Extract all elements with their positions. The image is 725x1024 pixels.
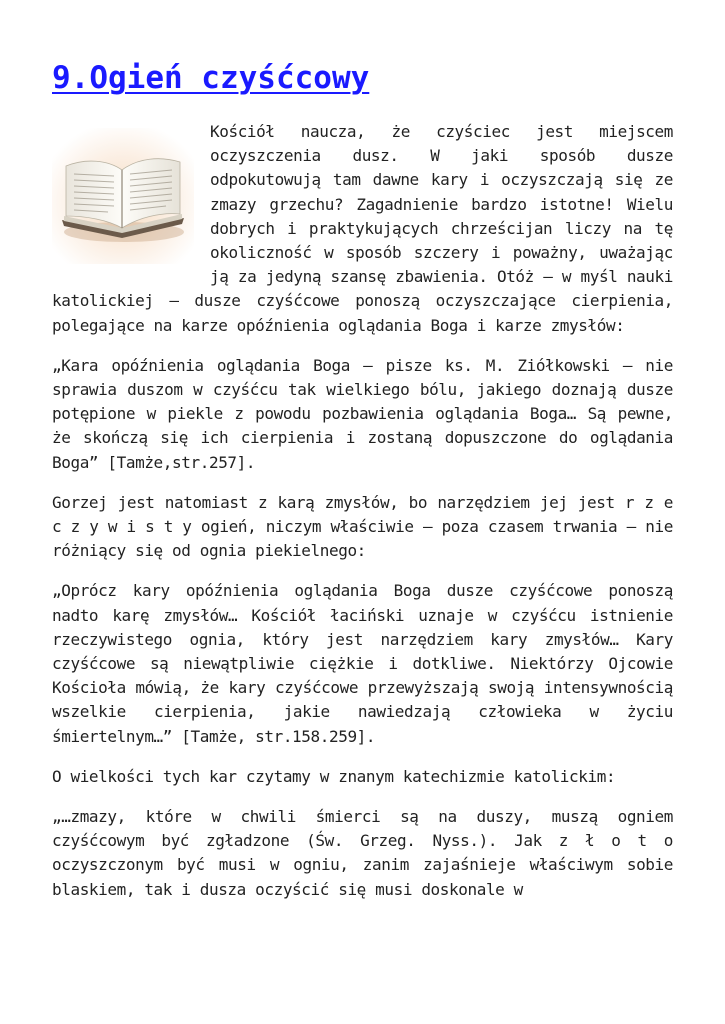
article-intro [52, 120, 673, 338]
paragraph-6: „…zmazy, które w chwili śmierci są na duszy, muszą ogniem czyśćcowym być zgładzone (Św. Grzeg. Nyss.). Jak z ł o t o oczyszczonym być musi w ogniu, zanim zajaśnieje właściwym sobie blaskiem, tak i dusza oczyścić się musi doskonale w [52, 807, 673, 899]
paragraph-1: Kościół naucza, że czyściec jest miejscem oczyszczenia dusz. W jaki sposób dusze odpokutowują tam dawne kary i oczyszczają się ze zmazy grzechu? Zagadnienie bardzo istotne! Wielu dobrych i praktykujących chrześcijan liczy na tę okoliczność w sposób szczery i poważny, uważając ją za jedyną szansę zbawienia. Otóż – w myśl nauki katolickiej – dusze czyśćcowe ponoszą oczyszczające cierpienia, polegające na karze opóźnienia oglądania Boga i karze zmysłów: [52, 122, 673, 335]
paragraph-3: Gorzej jest natomiast z karą zmysłów, bo narzędziem jej jest r z e c z y w i s t y ogień, niczym właściwie – poza czasem trwania – nie różniący się od ognia piekielnego: [52, 492, 673, 561]
article [52, 0, 673, 902]
paragraph-2: „Kara opóźnienia oglądania Boga – pisze ks. M. Ziółkowski – nie sprawia duszom w czyśćcu tak wielkiego bólu, jakiego doznają dusze potępione w piekle z powodu pozbawienia oglądania Boga… Są pewne, że skończą się ich cierpienia i zostaną dopuszczone do oglądania Boga” [Tamże,str.257]. [52, 355, 673, 472]
article-title-link[interactable]: 9.Ogień czyśćcowy [52, 60, 370, 96]
paragraph-5: O wielkości tych kar czytamy w znanym katechizmie katolickim: [52, 766, 616, 786]
open-book-icon [52, 128, 194, 264]
paragraph-4: „Oprócz kary opóźnienia oglądania Boga dusze czyśćcowe ponoszą nadto karę zmysłów… Kościół łaciński uznaje w czyśćcu istnienie rzeczywistego ognia, który jest narzędziem kary zmysłów… Kary czyśćcowe są niewątpliwie ciężkie i dotkliwe. Niektórzy Ojcowie Kościoła mówią, że kary czyśćcowe przewyższają swoją intensywnością wszelkie cierpienia, jakie nawiedzają człowieka w życiu śmiertelnym…” [Tamże, str.158.259]. [52, 581, 673, 746]
